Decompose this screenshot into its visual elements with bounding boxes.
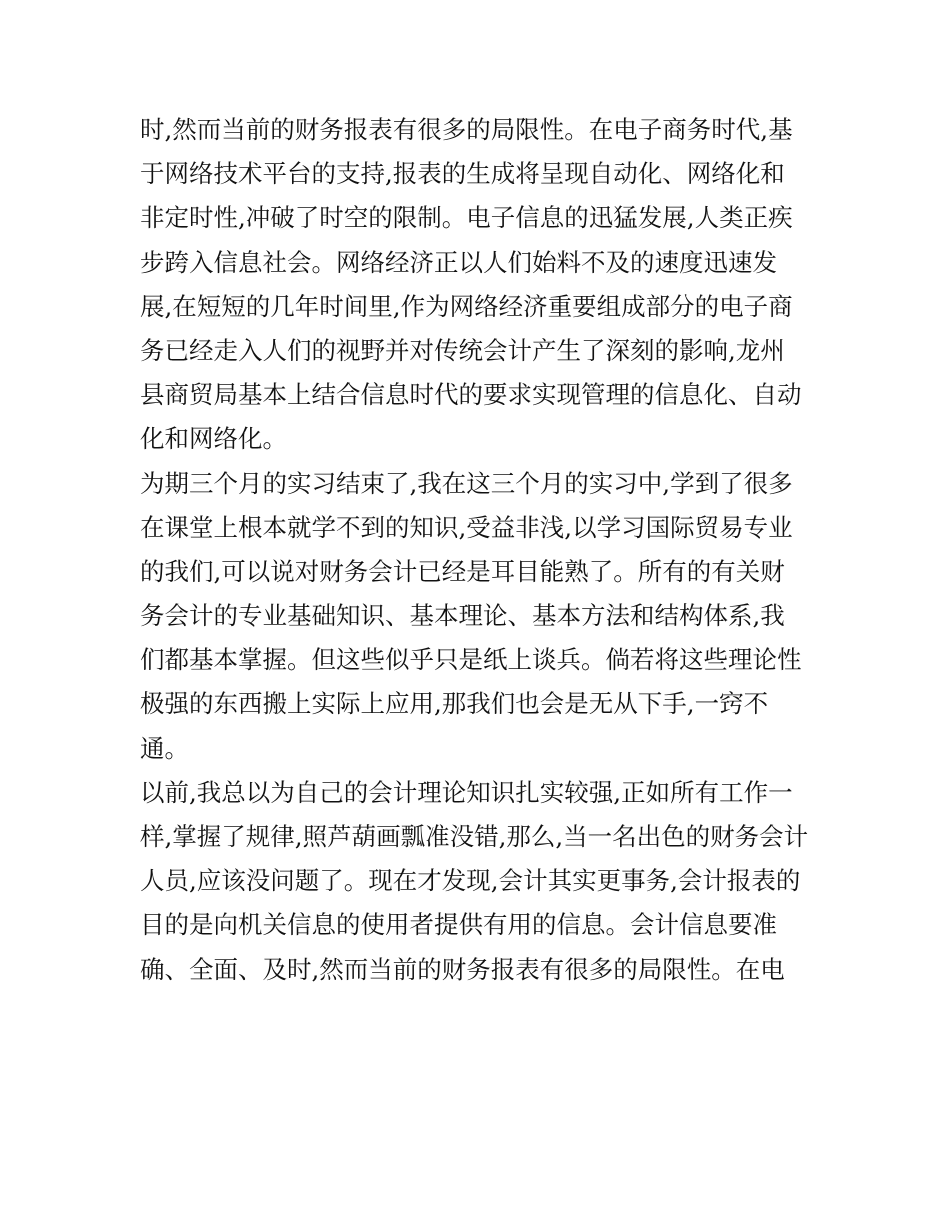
paragraph-1 — [140, 108, 840, 462]
text-line: 于网络技术平台的支持,报表的生成将呈现自动化、网络化和 — [140, 159, 785, 189]
text-line: 非定时性,冲破了时空的限制。电子信息的迅猛发展,人类正疾 — [140, 203, 793, 233]
text-line: 以前,我总以为自己的会计理论知识扎实较强,正如所有工作一 — [140, 777, 793, 807]
paragraph-3 — [140, 771, 840, 992]
text-line: 化和网络化。 — [140, 424, 287, 454]
text-line: 务已经走入人们的视野并对传统会计产生了深刻的影响,龙州 — [140, 335, 785, 365]
text-line: 们都基本掌握。但这些似乎只是纸上谈兵。倘若将这些理论性 — [140, 645, 802, 675]
text-line: 通。 — [140, 733, 189, 763]
text-line: 时,然而当前的财务报表有很多的局限性。在电子商务时代,基 — [140, 115, 793, 144]
text-line: 人员,应该没问题了。现在才发现,会计其实更事务,会计报表的 — [140, 866, 801, 896]
text-line: 的我们,可以说对财务会计已经是耳目能熟了。所有的有关财 — [140, 556, 785, 586]
paragraph-2 — [140, 462, 840, 771]
document-body — [140, 108, 840, 992]
text-line: 县商贸局基本上结合信息时代的要求实现管理的信息化、自动 — [140, 380, 802, 410]
text-line: 极强的东西搬上实际上应用,那我们也会是无从下手,一窍不 — [140, 689, 769, 719]
text-line: 展,在短短的几年时间里,作为网络经济重要组成部分的电子商 — [140, 291, 793, 321]
text-line: 务会计的专业基础知识、基本理论、基本方法和结构体系,我 — [140, 601, 785, 631]
text-line: 目的是向机关信息的使用者提供有用的信息。会计信息要准 — [140, 910, 777, 940]
text-line: 为期三个月的实习结束了,我在这三个月的实习中,学到了很多 — [140, 468, 793, 498]
text-line: 样,掌握了规律,照芦葫画瓢准没错,那么,当一名出色的财务会计 — [140, 822, 809, 851]
text-line: 确、全面、及时,然而当前的财务报表有很多的局限性。在电 — [140, 954, 785, 984]
text-line: 步跨入信息社会。网络经济正以人们始料不及的速度迅速发 — [140, 247, 777, 277]
text-line: 在课堂上根本就学不到的知识,受益非浅,以学习国际贸易专业 — [140, 512, 793, 542]
